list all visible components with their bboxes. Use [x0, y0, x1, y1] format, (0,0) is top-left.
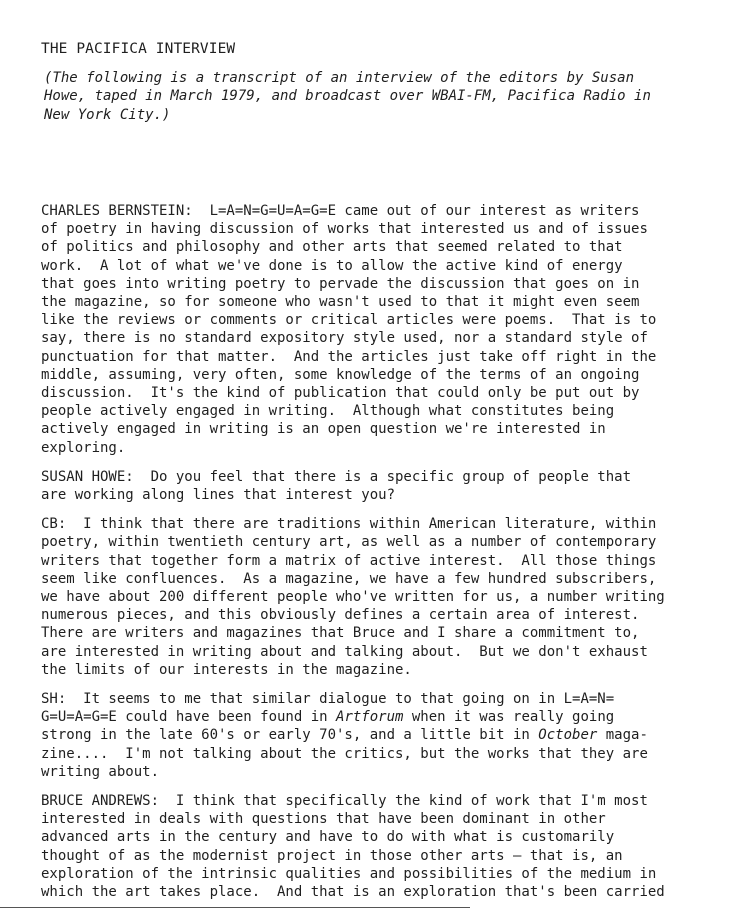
- transcript-paragraph: [41, 202, 741, 457]
- transcript-line: G=U=A=G=E could have been found in Artforum when it was really going: [41, 709, 615, 726]
- transcript-line: discussion. It's the kind of publication that could only be put out by: [41, 384, 640, 401]
- transcript-line: zine.... I'm not talking about the critics, but the works that they are: [41, 745, 648, 762]
- transcript-line: BRUCE ANDREWS: I think that specifically the kind of work that I'm most: [41, 792, 648, 809]
- transcript-body: [41, 202, 741, 901]
- transcript-line: strong in the late 60's or early 70's, and a little bit in October maga-: [41, 727, 648, 744]
- transcript-line: exploration of the intrinsic qualities and possibilities of the medium in: [41, 865, 657, 882]
- transcript-line: SH: It seems to me that similar dialogue to that going on in L=A=N=: [41, 690, 615, 707]
- transcript-paragraph: [41, 468, 741, 504]
- transcript-line: writers that together form a matrix of active interest. All those things: [41, 552, 657, 569]
- document-page: [41, 40, 741, 912]
- transcript-line: of politics and philosophy and other arts that seemed related to that: [41, 239, 623, 256]
- transcript-line: writing about.: [41, 763, 160, 780]
- transcript-line: middle, assuming, very often, some knowledge of the terms of an ongoing: [41, 366, 640, 383]
- page-bottom-rule: [0, 907, 470, 908]
- transcript-line: we have about 200 different people who've written for us, a number writing: [41, 588, 665, 605]
- transcript-line: actively engaged in writing is an open question we're interested in: [41, 421, 606, 438]
- intro-line: New York City.): [44, 106, 171, 123]
- transcript-line: exploring.: [41, 439, 126, 456]
- document-title: THE PACIFICA INTERVIEW: [41, 41, 236, 57]
- transcript-line: CB: I think that there are traditions within American literature, within: [41, 516, 657, 533]
- transcript-line: interested in deals with questions that have been dominant in other: [41, 811, 606, 828]
- transcript-line: punctuation for that matter. And the articles just take off right in the: [41, 348, 657, 365]
- transcript-line: like the reviews or comments or critical articles were poems. That is to: [41, 312, 657, 329]
- transcript-line: the limits of our interests in the magazine.: [41, 661, 412, 678]
- transcript-line: numerous pieces, and this obviously defines a certain area of interest.: [41, 607, 640, 624]
- transcript-line: poetry, within twentieth century art, as well as a number of contemporary: [41, 534, 657, 551]
- transcript-line: SUSAN HOWE: Do you feel that there is a specific group of people that: [41, 468, 632, 485]
- transcript-line: advanced arts in the century and have to do with what is customarily: [41, 829, 615, 846]
- intro-note: [44, 69, 734, 124]
- transcript-line: thought of as the modernist project in those other arts — that is, an: [41, 847, 623, 864]
- publication-title: October: [538, 727, 598, 744]
- transcript-line: There are writers and magazines that Bruce and I share a commitment to,: [41, 625, 640, 642]
- transcript-paragraph: [41, 515, 741, 679]
- transcript-line: say, there is no standard expository style used, nor a standard style of: [41, 330, 648, 347]
- transcript-line: which the art takes place. And that is an exploration that's been carried: [41, 884, 665, 900]
- transcript-line: are interested in writing about and talking about. But we don't exhaust: [41, 643, 648, 660]
- transcript-line: people actively engaged in writing. Although what constitutes being: [41, 403, 615, 420]
- transcript-paragraph: [41, 792, 741, 901]
- transcript-line: of poetry in having discussion of works that interested us and of issues: [41, 221, 648, 238]
- transcript-line: that goes into writing poetry to pervade the discussion that goes on in: [41, 275, 640, 292]
- transcript-line: seem like confluences. As a magazine, we have a few hundred subscribers,: [41, 570, 657, 587]
- intro-line: Howe, taped in March 1979, and broadcast over WBAI-FM, Pacifica Radio in: [44, 88, 651, 105]
- transcript-line: the magazine, so for someone who wasn't used to that it might even seem: [41, 293, 640, 310]
- transcript-line: CHARLES BERNSTEIN: L=A=N=G=U=A=G=E came out of our interest as writers: [41, 202, 640, 219]
- transcript-paragraph: [41, 690, 741, 781]
- transcript-line: are working along lines that interest you?: [41, 486, 396, 503]
- intro-line: (The following is a transcript of an interview of the editors by Susan: [44, 70, 635, 86]
- publication-title: Artforum: [336, 709, 404, 726]
- transcript-line: work. A lot of what we've done is to allow the active kind of energy: [41, 257, 623, 274]
